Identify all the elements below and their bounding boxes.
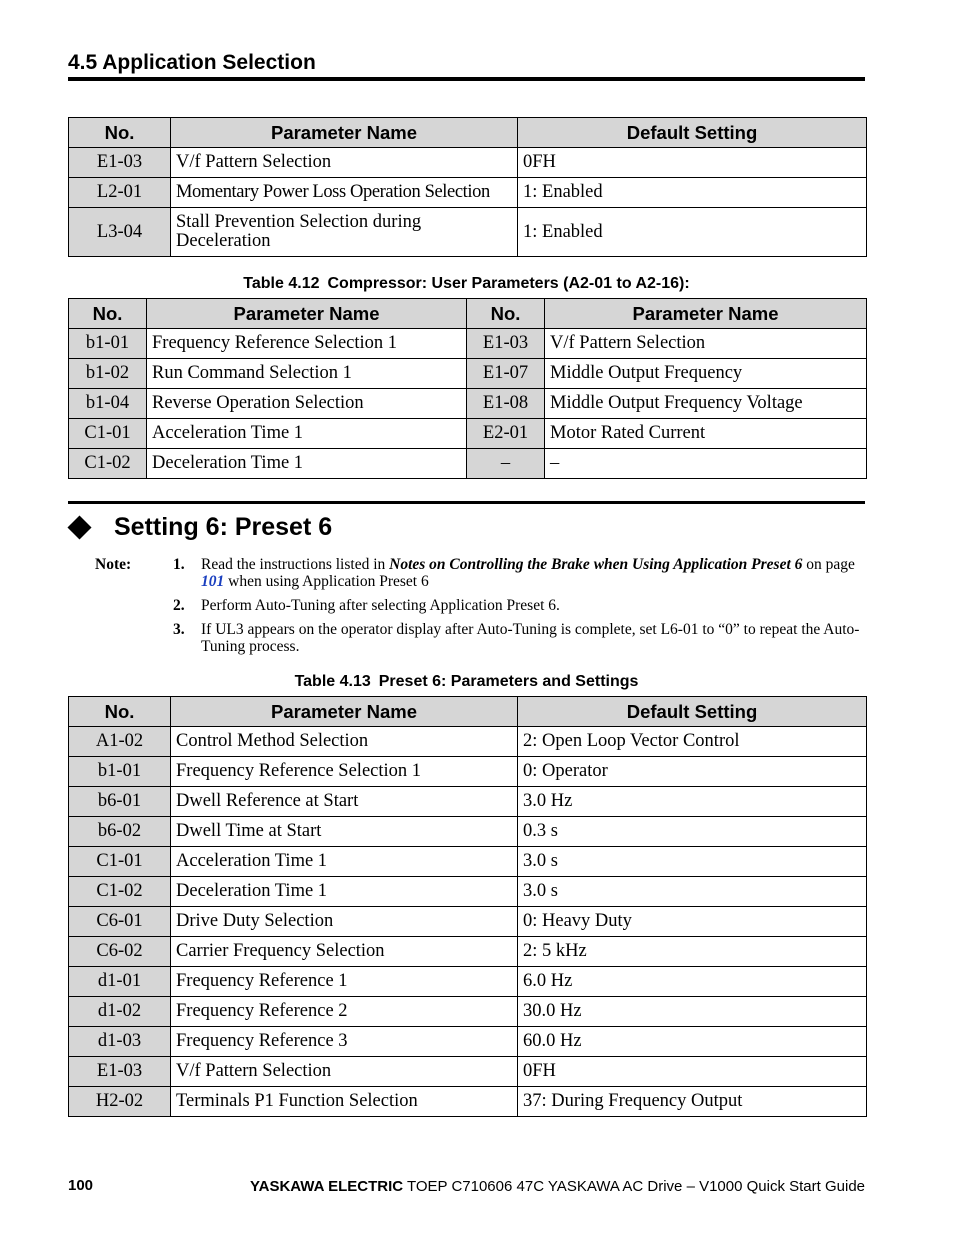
param-no: C6-02	[69, 937, 171, 967]
header-default-setting: Default Setting	[518, 697, 867, 727]
param-name: Acceleration Time 1	[171, 847, 518, 877]
table-body	[69, 727, 867, 1117]
page-heading	[68, 510, 332, 544]
table-row	[69, 847, 867, 877]
param-no: b1-04	[69, 389, 147, 419]
table-header-row	[69, 118, 867, 148]
param-no: b1-01	[69, 757, 171, 787]
param-no: d1-01	[69, 967, 171, 997]
param-name-line: Stall Prevention Selection during	[176, 212, 422, 232]
param-no: C1-02	[69, 449, 147, 479]
table-row	[69, 757, 867, 787]
caption-number: Table 4.13	[294, 673, 371, 690]
table-row	[69, 1057, 867, 1087]
table-header-row	[69, 299, 867, 329]
param-name: Deceleration Time 1	[147, 449, 467, 479]
note-text-part: when using Application Preset 6	[224, 573, 429, 590]
param-default: 3.0 s	[518, 847, 867, 877]
header-no: No.	[467, 299, 545, 329]
param-no: –	[467, 449, 545, 479]
note-text-part: on page	[802, 556, 855, 573]
diamond-icon	[67, 515, 91, 539]
table-row	[69, 877, 867, 907]
table-row	[69, 727, 867, 757]
table-4-13	[68, 696, 867, 1117]
note-text	[201, 556, 867, 590]
param-default: 2: Open Loop Vector Control	[518, 727, 867, 757]
caption-number: Table 4.12	[243, 275, 320, 292]
table-row	[69, 419, 867, 449]
header-default-setting: Default Setting	[518, 118, 867, 148]
param-name: Frequency Reference Selection 1	[147, 329, 467, 359]
param-default: 1: Enabled	[518, 178, 867, 208]
param-default: 2: 5 kHz	[518, 937, 867, 967]
param-no: L3-04	[69, 208, 171, 257]
heading-title: Setting 6: Preset 6	[114, 512, 333, 541]
param-no: E1-03	[69, 1057, 171, 1087]
param-no: b6-01	[69, 787, 171, 817]
param-name: Frequency Reference Selection 1	[171, 757, 518, 787]
note-item	[95, 621, 867, 655]
table-row	[69, 997, 867, 1027]
param-name: Run Command Selection 1	[147, 359, 467, 389]
section-header-rule	[68, 77, 865, 81]
footer-document-title	[250, 1178, 865, 1195]
param-no: E1-03	[467, 329, 545, 359]
param-no: b6-02	[69, 817, 171, 847]
param-default: 0: Heavy Duty	[518, 907, 867, 937]
param-default: 60.0 Hz	[518, 1027, 867, 1057]
param-name: Frequency Reference 3	[171, 1027, 518, 1057]
table-row	[69, 178, 867, 208]
footer-brand: YASKAWA ELECTRIC	[250, 1178, 404, 1195]
param-no: E2-01	[467, 419, 545, 449]
param-name: V/f Pattern Selection	[171, 148, 518, 178]
note-label: Note:	[95, 556, 132, 573]
param-name: Dwell Reference at Start	[171, 787, 518, 817]
param-name-line: Deceleration	[176, 231, 271, 251]
table-caption-4-12	[68, 275, 865, 293]
param-default: 3.0 s	[518, 877, 867, 907]
table-row	[69, 359, 867, 389]
header-parameter-name: Parameter Name	[171, 118, 518, 148]
note-emphasis: Notes on Controlling the Brake when Using Application Preset 6	[389, 556, 803, 573]
param-name: Motor Rated Current	[545, 419, 867, 449]
param-default: 0FH	[518, 1057, 867, 1087]
table-row	[69, 787, 867, 817]
param-no: d1-02	[69, 997, 171, 1027]
table-row	[69, 329, 867, 359]
param-no: E1-03	[69, 148, 171, 178]
caption-title: Compressor: User Parameters (A2-01 to A2-16):	[327, 275, 690, 292]
table-row	[69, 817, 867, 847]
param-name: Carrier Frequency Selection	[171, 937, 518, 967]
param-default: 6.0 Hz	[518, 967, 867, 997]
table-row	[69, 148, 867, 178]
page-link[interactable]: 101	[201, 573, 225, 590]
param-name: Frequency Reference 2	[171, 997, 518, 1027]
table-top	[68, 117, 867, 257]
param-no: E1-08	[467, 389, 545, 419]
note-number: 1.	[173, 556, 185, 573]
table-row	[69, 208, 867, 257]
param-default: 3.0 Hz	[518, 787, 867, 817]
param-no: C6-01	[69, 907, 171, 937]
param-name: Middle Output Frequency Voltage	[545, 389, 867, 419]
param-no: A1-02	[69, 727, 171, 757]
param-default: 0.3 s	[518, 817, 867, 847]
header-no: No.	[69, 299, 147, 329]
note-text-part: Read the instructions listed in	[201, 556, 390, 573]
param-name: Control Method Selection	[171, 727, 518, 757]
caption-title: Preset 6: Parameters and Settings	[378, 673, 639, 690]
param-default: 0FH	[518, 148, 867, 178]
table-row	[69, 1027, 867, 1057]
param-default: 1: Enabled	[518, 208, 867, 257]
param-name: Dwell Time at Start	[171, 817, 518, 847]
param-no: E1-07	[467, 359, 545, 389]
param-name: Reverse Operation Selection	[147, 389, 467, 419]
note-number: 3.	[173, 621, 185, 638]
param-name: Middle Output Frequency	[545, 359, 867, 389]
param-default: 30.0 Hz	[518, 997, 867, 1027]
param-name: Drive Duty Selection	[171, 907, 518, 937]
table-row	[69, 389, 867, 419]
header-parameter-name: Parameter Name	[147, 299, 467, 329]
param-no: C1-01	[69, 847, 171, 877]
param-default: 37: During Frequency Output	[518, 1087, 867, 1117]
table-caption-4-13	[68, 673, 865, 691]
table-row	[69, 907, 867, 937]
param-name: Momentary Power Loss Operation Selection	[171, 178, 518, 208]
param-name	[171, 208, 518, 257]
note-item	[95, 597, 867, 614]
note-text: If UL3 appears on the operator display after Auto-Tuning is complete, set L6-01 to “0” to repeat the Auto-Tuning process.	[201, 621, 860, 655]
footer-doc-id: TOEP C710606 47C YASKAWA AC Drive – V1000 Quick Start Guide	[406, 1178, 865, 1195]
table-row	[69, 937, 867, 967]
table-4-12	[68, 298, 867, 479]
table-row	[69, 1087, 867, 1117]
header-no: No.	[69, 697, 171, 727]
notes-block	[95, 556, 867, 662]
param-no: d1-03	[69, 1027, 171, 1057]
param-no: b1-01	[69, 329, 147, 359]
note-number: 2.	[173, 597, 185, 614]
param-name: Frequency Reference 1	[171, 967, 518, 997]
header-parameter-name: Parameter Name	[545, 299, 867, 329]
note-text: Perform Auto-Tuning after selecting Application Preset 6.	[201, 597, 560, 614]
param-no: C1-01	[69, 419, 147, 449]
param-no: H2-02	[69, 1087, 171, 1117]
param-default: 0: Operator	[518, 757, 867, 787]
param-name: Terminals P1 Function Selection	[171, 1087, 518, 1117]
header-no: No.	[69, 118, 171, 148]
table-header-row	[69, 697, 867, 727]
param-no: C1-02	[69, 877, 171, 907]
param-name: V/f Pattern Selection	[171, 1057, 518, 1087]
param-name: Deceleration Time 1	[171, 877, 518, 907]
heading-rule	[68, 501, 865, 504]
param-no: L2-01	[69, 178, 171, 208]
param-name: Acceleration Time 1	[147, 419, 467, 449]
param-no: b1-02	[69, 359, 147, 389]
section-header: 4.5 Application Selection	[68, 51, 316, 74]
page-number: 100	[68, 1177, 94, 1194]
table-row	[69, 967, 867, 997]
param-name: –	[545, 449, 867, 479]
table-row	[69, 449, 867, 479]
note-item	[95, 556, 867, 590]
header-parameter-name: Parameter Name	[171, 697, 518, 727]
param-name: V/f Pattern Selection	[545, 329, 867, 359]
